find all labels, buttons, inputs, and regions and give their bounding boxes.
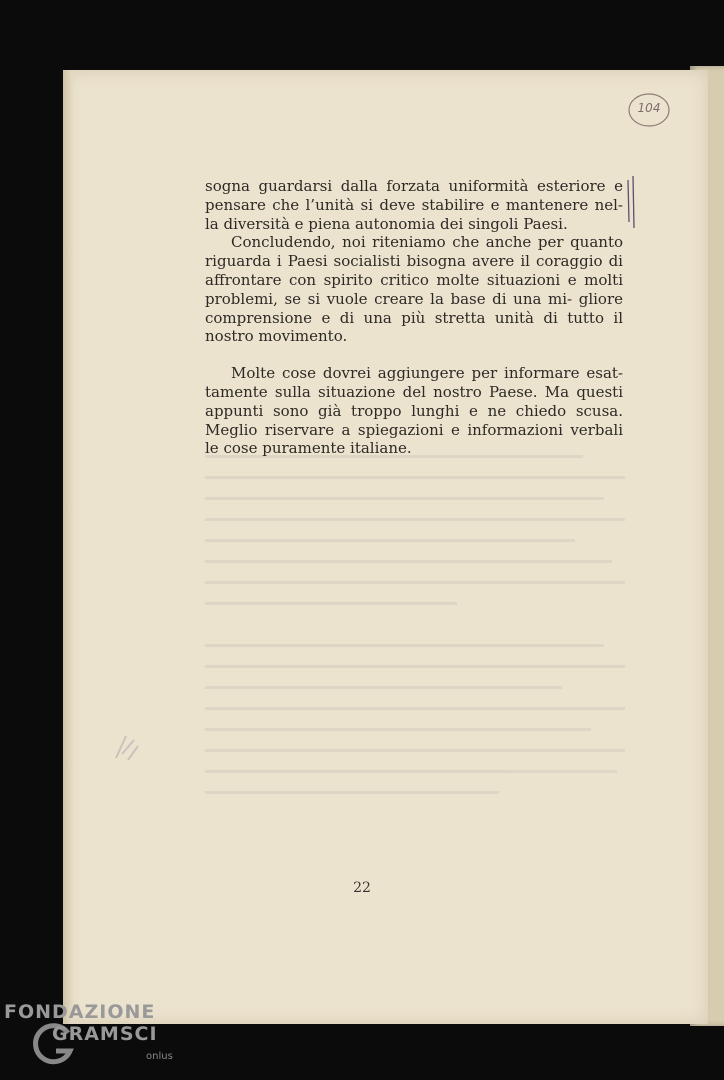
text-line: riguarda i Paesi socialisti bisogna avere il coraggio — [205, 252, 603, 271]
handwritten-number: 104 — [637, 101, 661, 115]
text-line: la diversità e piena autonomia dei singoli Paesi. — [205, 214, 568, 233]
show-through-text — [205, 455, 625, 875]
text-line: Molte cose dovrei aggiungere per informare esat- — [231, 364, 623, 383]
watermark-line-2: GRAMSCI — [52, 1023, 158, 1045]
page-body-text — [205, 177, 623, 458]
text-line: Concludendo, noi riteniamo che anche per quanto — [231, 233, 623, 252]
margin-marker-icon — [624, 172, 644, 234]
text-line: molti problemi, se si vuole creare la base di una mi- — [205, 270, 623, 308]
watermark-suffix: onlus — [146, 1051, 173, 1062]
text-line: gliore comprensione e di una più stretta unità di — [205, 289, 623, 327]
text-line: sogna guardarsi dalla forzata uniformità esteriore e — [205, 177, 623, 195]
paragraph-1 — [205, 177, 623, 233]
handwritten-folio-annotation — [627, 92, 671, 128]
text-line: tamente sulla situazione del nostro Paese. Ma questi — [205, 382, 623, 401]
text-line: appunti sono già troppo lunghi e ne chiedo scusa. — [205, 401, 623, 420]
text-line: le cose puramente italiane. — [205, 439, 412, 458]
page-number: 22 — [353, 880, 371, 896]
faint-stamp-icon — [108, 728, 148, 768]
paragraph-2 — [205, 233, 623, 346]
watermark-line-1: FONDAZIONE — [4, 1001, 156, 1023]
text-line: tutto il nostro movimento. — [205, 308, 623, 346]
text-line: pensare che l’unità si deve stabilire e mantenere nel- — [205, 195, 623, 214]
archive-watermark — [4, 1001, 204, 1079]
text-line: Meglio riservare a spiegazioni e informazioni verbali — [205, 420, 623, 439]
paragraph-3 — [205, 364, 623, 458]
text-line: di affrontare con spirito critico molte situazioni e — [205, 252, 623, 289]
